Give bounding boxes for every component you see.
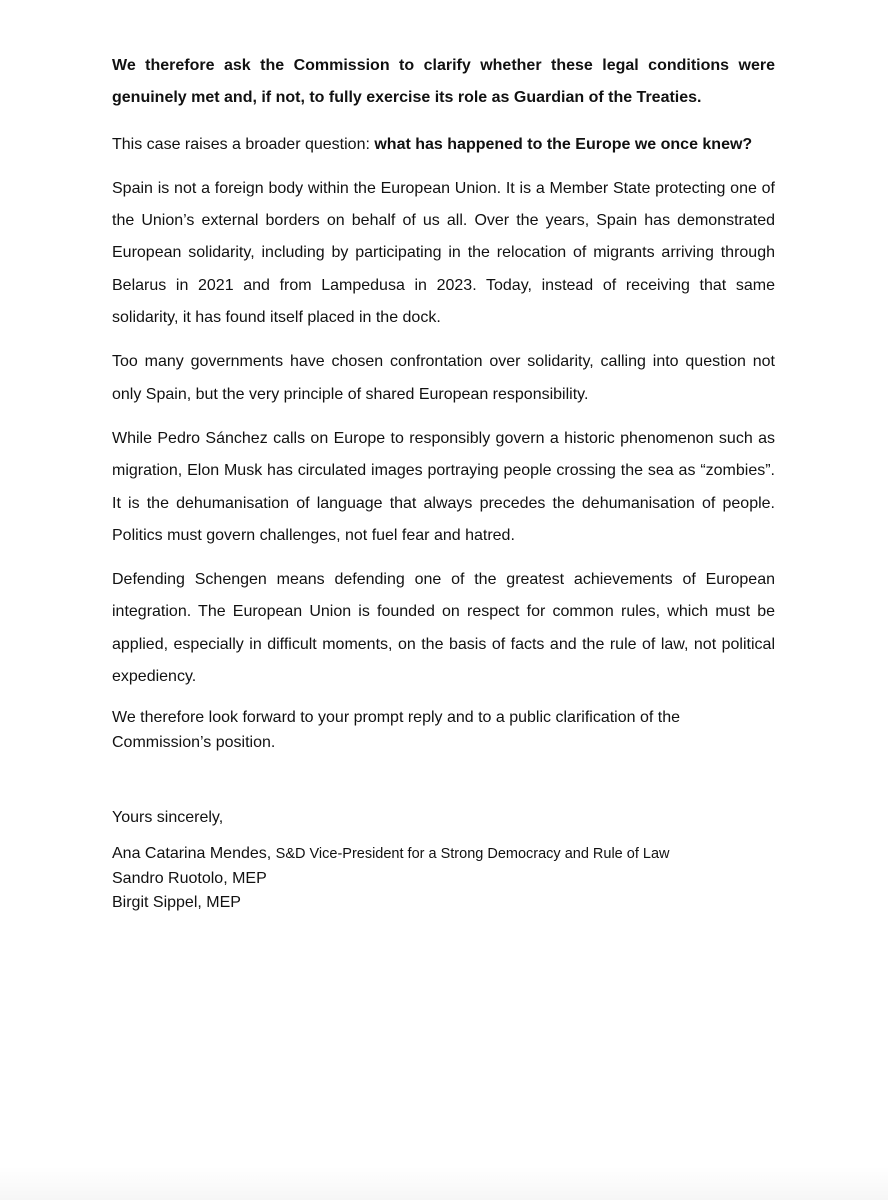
signatory-name: Ana Catarina Mendes, — [112, 845, 272, 863]
paragraph-reply-request: We therefore look forward to your prompt reply and to a public clarification of the Commission’s position. — [112, 709, 680, 752]
letter-body — [112, 50, 775, 916]
paragraph-dehumanisation: While Pedro Sánchez calls on Europe to responsibly govern a historic phenomenon such as migration, Elon Musk has circulated images portraying people crossing the sea as “zombies”. It is the dehumanisation of language that always precedes the dehumanisation of people. Politics must govern challenges, not fuel fear and hatred. — [112, 429, 775, 544]
paragraph-request: We therefore ask the Commission to clarify whether these legal conditions were genuinely met and, if not, to fully exercise its role as Guardian of the Treaties. — [112, 57, 775, 107]
signatory-line — [112, 891, 775, 916]
page-bottom-shadow — [0, 1166, 888, 1200]
paragraph-confrontation: Too many governments have chosen confrontation over solidarity, calling into question not only Spain, but the very principle of shared European responsibility. — [112, 353, 775, 403]
signatory-line — [112, 867, 775, 892]
question-lead-text: This case raises a broader question: — [112, 135, 375, 153]
signatory-line — [112, 842, 775, 867]
question-bold-text: what has happened to the Europe we once knew? — [374, 135, 753, 153]
paragraph-spain-solidarity: Spain is not a foreign body within the European Union. It is a Member State protecting one of the Union’s external borders on behalf of us all. Over the years, Spain has demonstrated European solidarity, including by participating in the relocation of migrants arriving through Belarus in 2021 and from Lampedusa in 2023. Today, instead of receiving that same solidarity, it has found itself placed in the dock. — [112, 179, 775, 327]
paragraph-broader-question — [112, 129, 775, 161]
signature-block — [112, 842, 775, 916]
paragraph-schengen: Defending Schengen means defending one of the greatest achievements of European integration. The European Union is founded on respect for common rules, which must be applied, especially in difficult moments, on the basis of facts and the rule of law, not political expediency. — [112, 571, 775, 686]
signatory-name: Sandro Ruotolo, MEP — [112, 869, 267, 887]
signatory-name: Birgit Sippel, MEP — [112, 894, 241, 912]
closing-salutation: Yours sincerely, — [112, 809, 224, 827]
signatory-role: S&D Vice-President for a Strong Democracy and Rule of Law — [275, 846, 670, 863]
